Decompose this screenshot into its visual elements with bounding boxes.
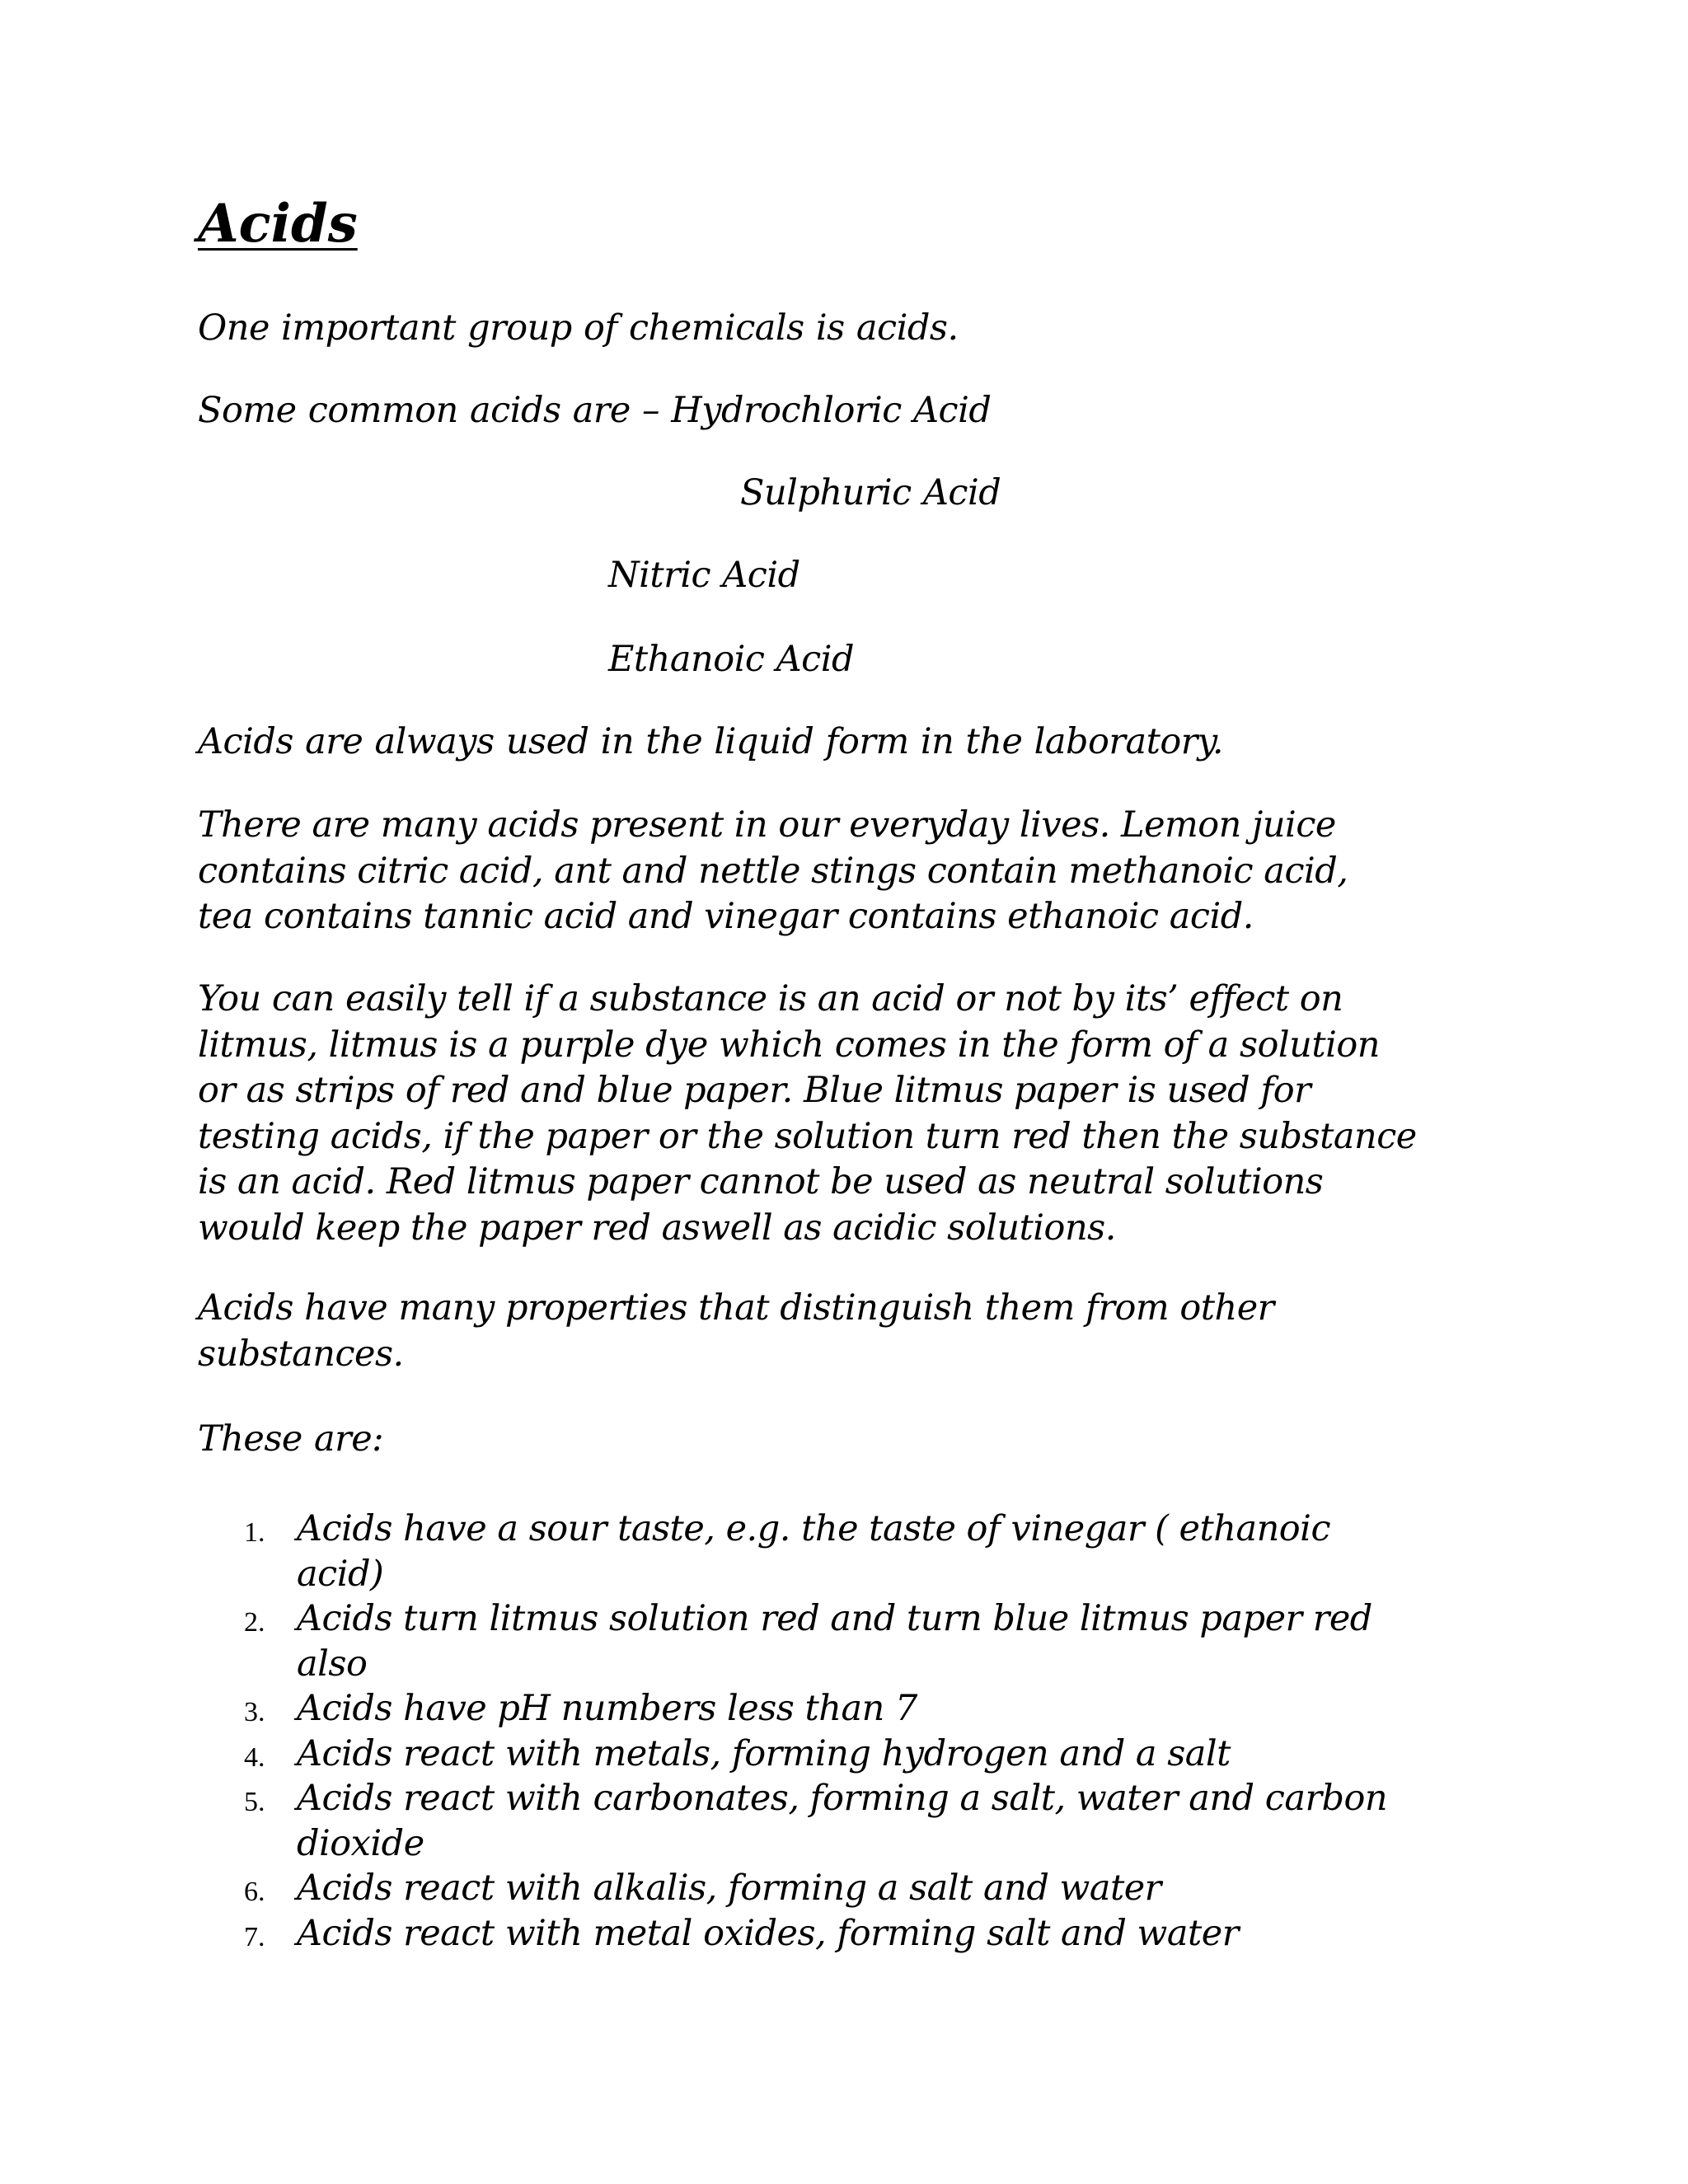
common-acid-item: Sulphuric Acid [740,472,1001,513]
intro-text: One important group of chemicals is acids. [198,307,959,349]
list-item [239,1596,1387,1686]
properties-intro-paragraph [198,1286,1274,1377]
list-item [239,1686,1387,1732]
list-item-line: Acids react with carbonates, forming a salt, water and carbon [297,1778,1388,1819]
list-item-line: dioxide [297,1822,424,1864]
these-are-label: These are: [198,1418,384,1460]
list-number: 7. [244,1921,265,1952]
list-item-line: also [297,1643,368,1685]
paragraph-line: There are many acids present in our everyday lives. Lemon juice [198,804,1336,846]
list-item-line: Acids react with metal oxides, forming salt and water [297,1912,1239,1954]
properties-list [239,1507,1387,1956]
paragraph-line: would keep the paper red aswell as acidic solutions. [198,1207,1116,1249]
liquid-form-text: Acids are always used in the liquid form in the laboratory. [198,721,1224,762]
paragraph-line: substances. [198,1333,404,1375]
list-number: 1. [244,1517,265,1548]
page-title: Acids [198,193,358,255]
list-item-line: Acids turn litmus solution red and turn blue litmus paper red [297,1598,1372,1639]
paragraph-line: litmus, litmus is a purple dye which comes in the form of a solution [198,1024,1380,1066]
list-item [239,1507,1387,1596]
list-item-line: Acids react with metals, forming hydrogen and a salt [297,1732,1231,1774]
paragraph-line: contains citric acid, ant and nettle stings contain methanoic acid, [198,850,1348,892]
common-acid-item: Nitric Acid [608,555,800,596]
everyday-acids-paragraph [198,803,1348,940]
paragraph-line: You can easily tell if a substance is an acid or not by its’ effect on [198,978,1343,1019]
list-item-line: Acids have a sour taste, e.g. the taste of vinegar ( ethanoic [297,1508,1331,1549]
list-item-line: Acids react with alkalis, forming a salt and water [297,1868,1161,1909]
list-item [239,1776,1387,1866]
paragraph-line: is an acid. Red litmus paper cannot be used as neutral solutions [198,1161,1324,1202]
list-item-line: Acids have pH numbers less than 7 [297,1688,917,1729]
list-item-line: acid) [297,1553,384,1595]
list-item [239,1911,1387,1957]
common-acids-lead: Some common acids are – Hydrochloric Acid [198,390,992,431]
paragraph-line: testing acids, if the paper or the solution turn red then the substance [198,1115,1417,1157]
list-number: 6. [244,1877,265,1907]
list-number: 4. [244,1741,265,1773]
list-item [239,1866,1387,1911]
paragraph-line: or as strips of red and blue paper. Blue litmus paper is used for [198,1070,1311,1111]
litmus-paragraph [198,977,1417,1251]
list-number: 5. [244,1787,265,1817]
common-acid-item: Ethanoic Acid [608,639,854,680]
list-number: 3. [244,1697,265,1727]
list-item [239,1732,1387,1777]
list-number: 2. [244,1607,265,1638]
paragraph-line: tea contains tannic acid and vinegar contains ethanoic acid. [198,896,1254,937]
paragraph-line: Acids have many properties that distinguish them from other [198,1287,1274,1329]
